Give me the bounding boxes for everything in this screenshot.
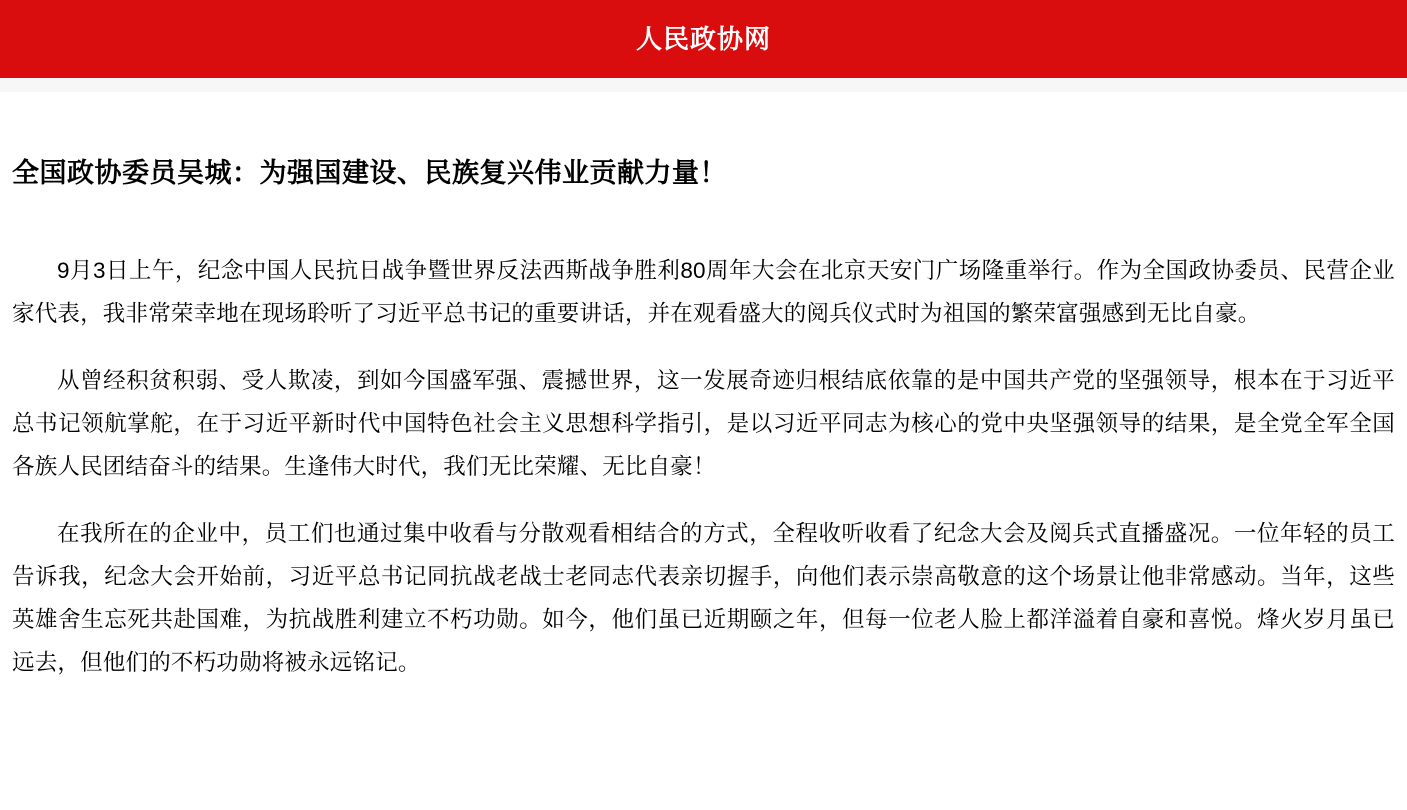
- article-paragraph: 9月3日上午，纪念中国人民抗日战争暨世界反法西斯战争胜利80周年大会在北京天安门广场隆重举行。作为全国政协委员、民营企业家代表，我非常荣幸地在现场聆听了习近平总书记的重要讲话，并在观看盛大的阅兵仪式时为祖国的繁荣富强感到无比自豪。: [12, 258, 1395, 327]
- article-body: [12, 249, 1395, 684]
- article-paragraph: 从曾经积贫积弱、受人欺凌，到如今国盛军强、震撼世界，这一发展奇迹归根结底依靠的是中国共产党的坚强领导，根本在于习近平总书记领航掌舵，在于习近平新时代中国特色社会主义思想科学指引，是以习近平同志为核心的党中央坚强领导的结果，是全党全军全国各族人民团结奋斗的结果。生逢伟大时代，我们无比荣耀、无比自豪！: [12, 368, 1395, 480]
- article-container: [0, 92, 1407, 684]
- site-title: 人民政协网: [635, 24, 771, 54]
- article-paragraph: 在我所在的企业中，员工们也通过集中收看与分散观看相结合的方式，全程收听收看了纪念大会及阅兵式直播盛况。一位年轻的员工告诉我，纪念大会开始前，习近平总书记同抗战老战士老同志代表亲切握手，向他们表示崇高敬意的这个场景让他非常感动。当年，这些英雄舍生忘死共赴国难，为抗战胜利建立不朽功勋。如今，他们虽已近期颐之年，但每一位老人脸上都洋溢着自豪和喜悦。烽火岁月虽已远去，但他们的不朽功勋将被永远铭记。: [12, 521, 1395, 676]
- site-header: [0, 0, 1407, 78]
- header-divider: [0, 78, 1407, 92]
- page-title: 全国政协委员吴城：为强国建设、民族复兴伟业贡献力量！: [12, 158, 727, 188]
